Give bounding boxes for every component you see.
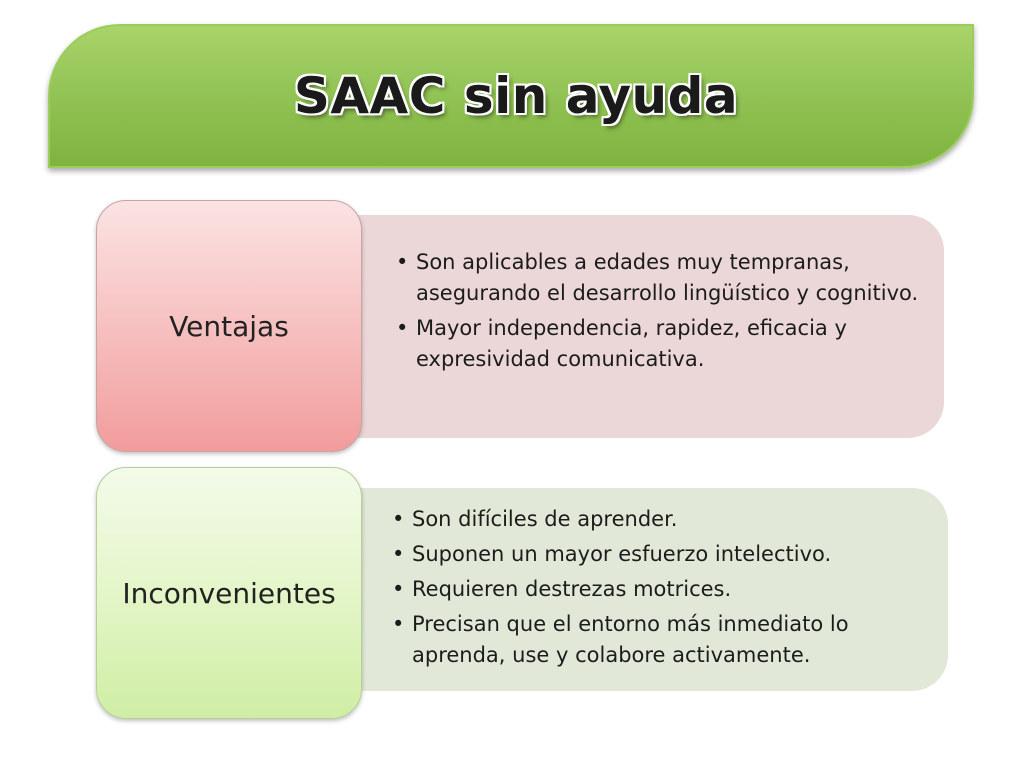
inconvenientes-item: • Precisan que el entorno más inmediato lo aprenda, use y colabore activamente. xyxy=(390,609,930,671)
inconvenientes-list xyxy=(390,504,930,675)
ventajas-label: Ventajas xyxy=(169,309,289,343)
slide-title: SAAC sin ayuda xyxy=(293,67,739,125)
ventajas-label-box xyxy=(96,200,362,452)
inconvenientes-label-box xyxy=(96,467,362,719)
inconvenientes-item: • Suponen un mayor esfuerzo intelectivo. xyxy=(390,539,930,570)
ventajas-item: • Mayor independencia, rapidez, eficacia y expresividad comunicativa. xyxy=(394,313,924,375)
ventajas-item: • Son aplicables a edades muy tempranas, asegurando el desarrollo lingüístico y cognitivo. xyxy=(394,247,924,309)
inconvenientes-item: • Son difíciles de aprender. xyxy=(390,504,930,535)
ventajas-list xyxy=(394,247,924,379)
title-banner xyxy=(48,24,974,168)
inconvenientes-item: • Requieren destrezas motrices. xyxy=(390,574,930,605)
inconvenientes-label: Inconvenientes xyxy=(122,576,336,610)
